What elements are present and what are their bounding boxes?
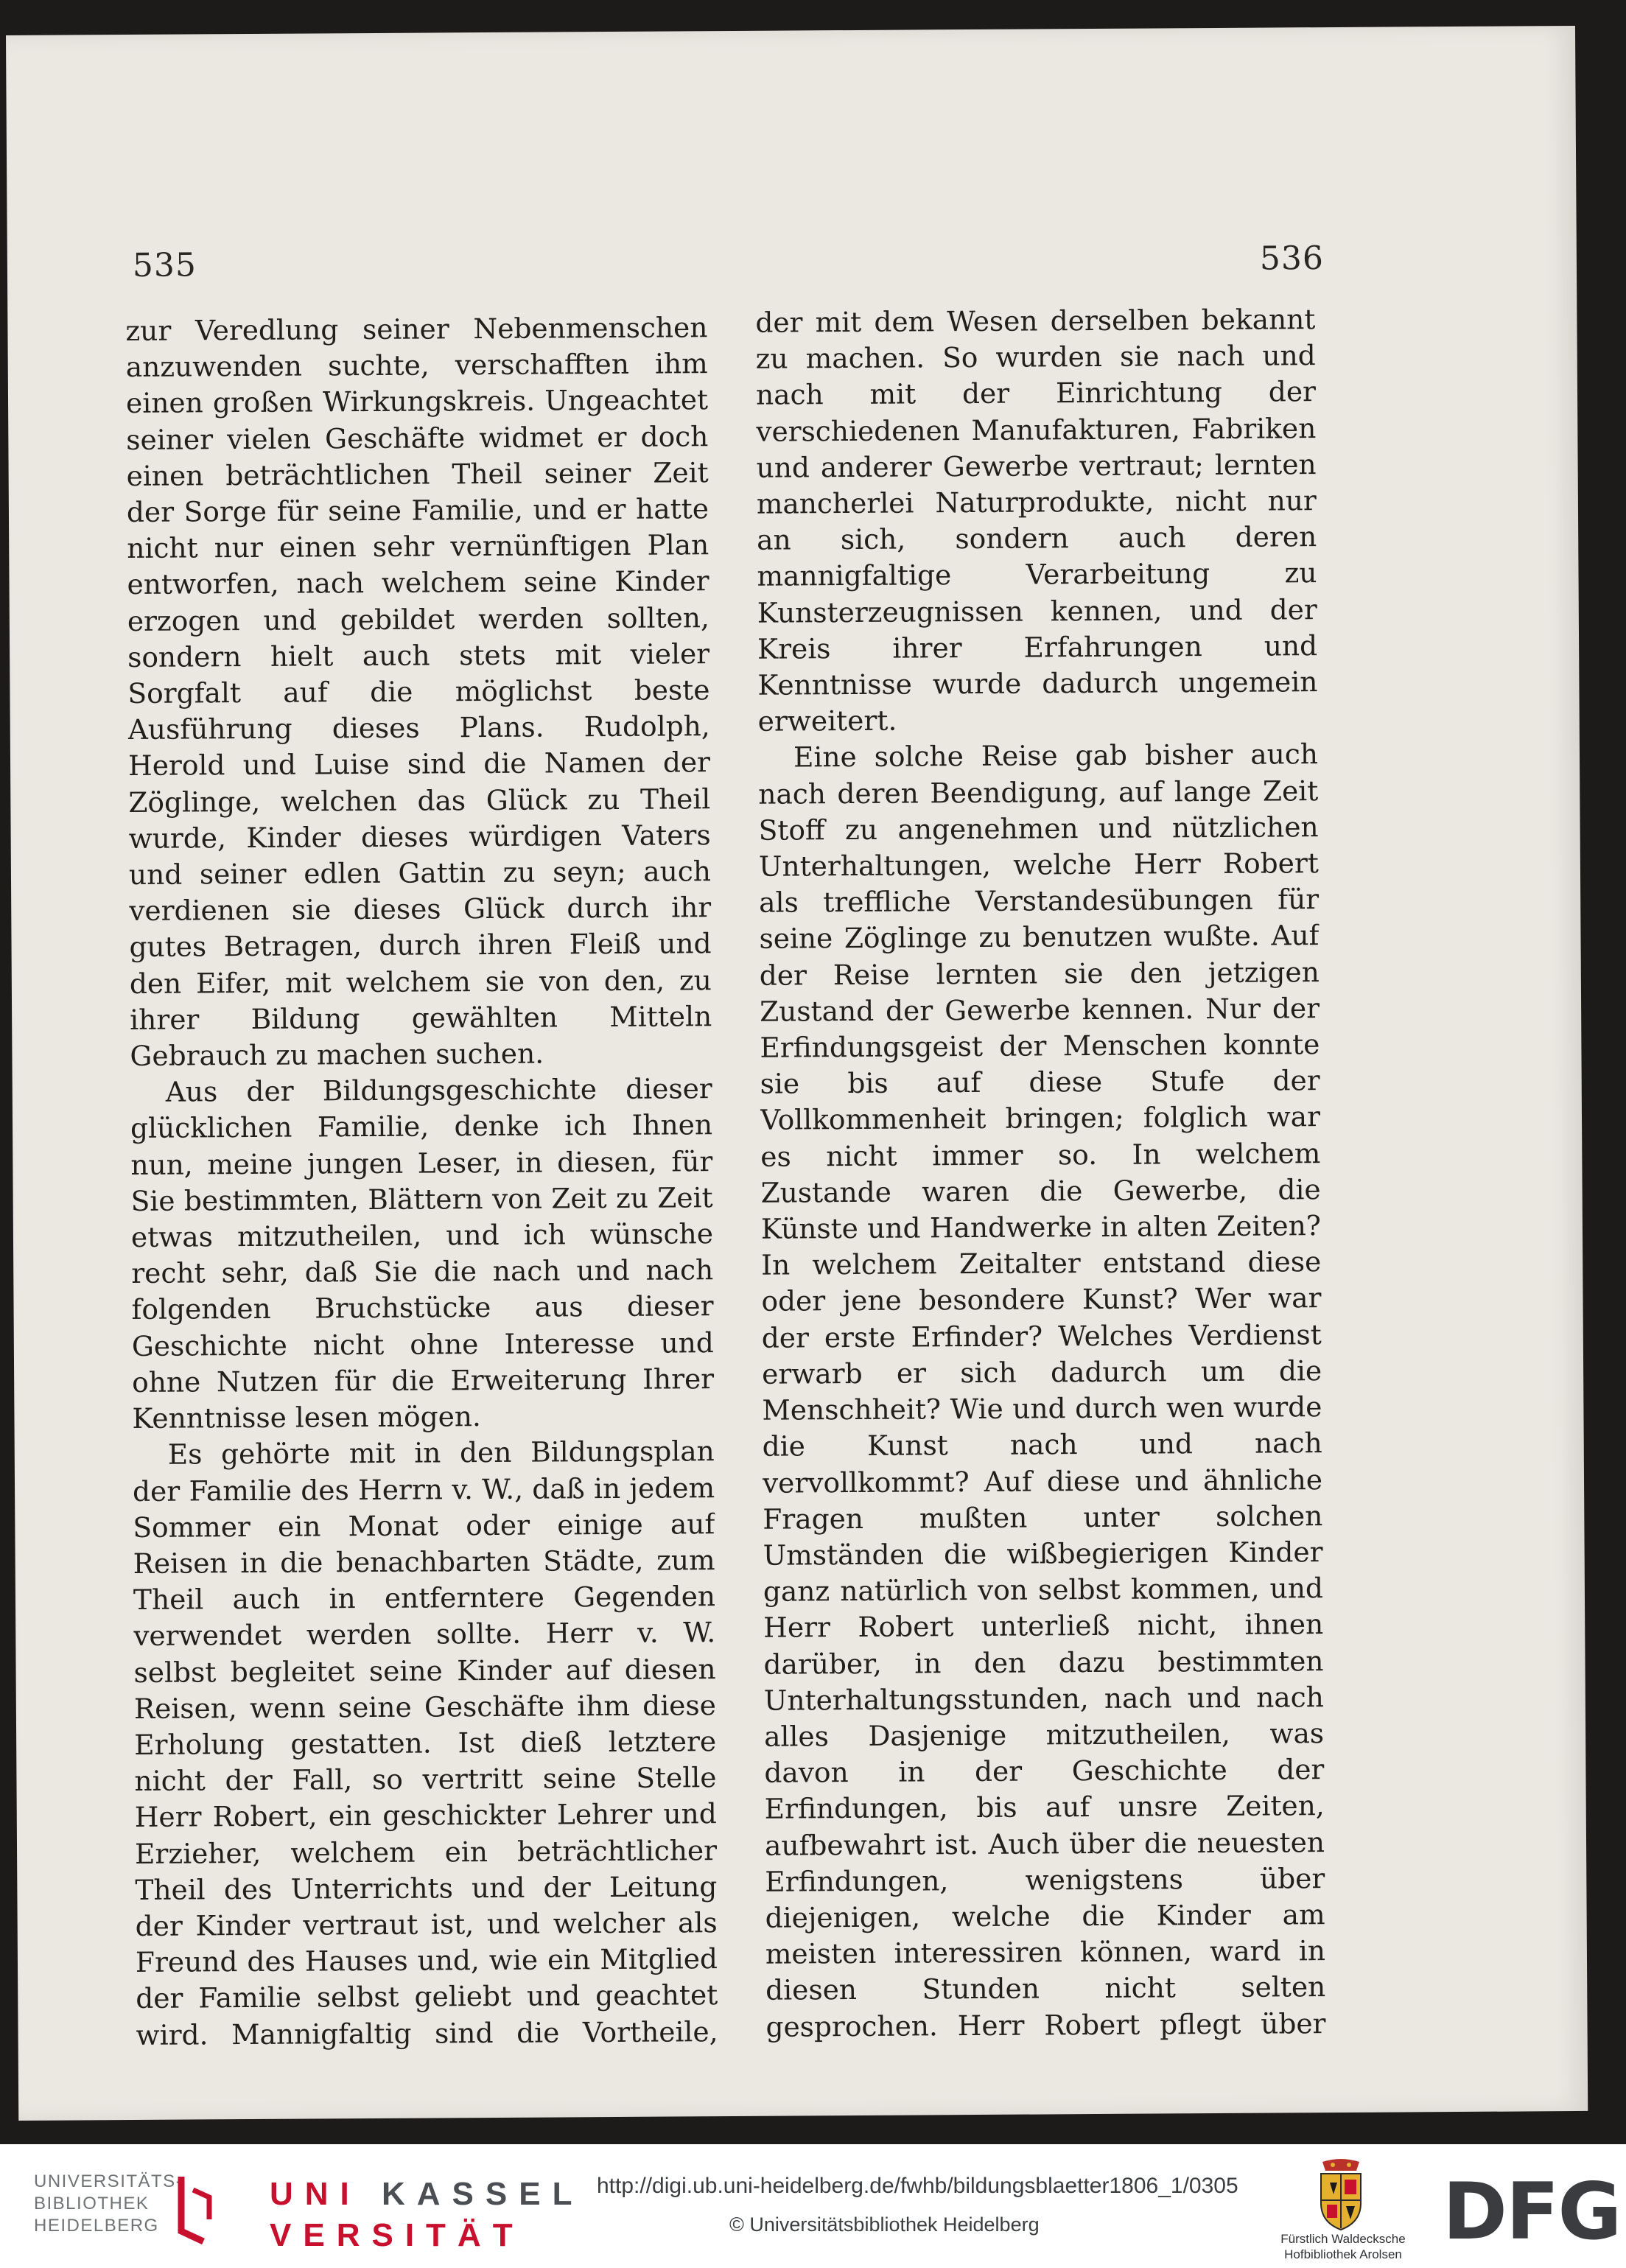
- paragraph: Es gehörte mit in den Bildungsplan der Familie des Herrn v. W., daß in jedem Sommer ein Monat oder einige auf Reisen in die benachbarten Städte, zum Theil auch in entferntere Gegenden verwendet werden sollte. Herr v. W. selbst begleitet seine Kinder auf diesen Reisen, wenn seine Geschäfte ihm diese Erholung gestatten. Ist dieß letztere nicht der Fall, so vertritt seine Stelle Herr Robert, ein geschickter Lehrer und Erzieher, welchem ein beträchtlicher Theil des Unterrichts und der Leitung der Kinder vertraut ist, und welcher als Freund des Hauses und, wie ein Mitglied der Familie selbst geliebt und geachtet wird. Mannigfaltig sind die Vortheile,: [132, 1435, 718, 2051]
- waldeck-crest-icon: [1300, 2157, 1381, 2231]
- uni-kassel-row1: UNI KASSEL: [270, 2176, 584, 2212]
- page-number-left: 535: [132, 246, 197, 284]
- library-line: BIBLIOTHEK: [34, 2194, 150, 2213]
- dfg-logo[interactable]: DFG: [1443, 2166, 1621, 2257]
- paragraph: zur Veredlung seiner Nebenmenschen anzuwenden suchte, verschafften ihm einen großen Wirkungskreis. Ungeachtet seiner vielen Geschäfte widmet er doch einen beträchtlichen Theil seiner Zeit der Sorge für seine Familie, und er hatte nicht nur einen sehr vernünftigen Plan entworfen, nach welchem seine Kinder erzogen und gebildet werden sollten, sondern hielt auch stets mit vieler Sorgfalt auf die möglichst beste Ausführung dieses Plans. Rudolph, Herold und Luise sind die Namen der Zöglinge, welchen das Glück zu Theil wurde, Kinder dieses würdigen Vaters und seiner edlen Gattin zu seyn; auch verdienen sie dieses Glück durch ihr gutes Betragen, durch ihren Fleiß und den Eifer, mit welchem sie von den, zu ihrer Bildung gewählten Mitteln Gebrauch zu machen suchen.: [125, 311, 712, 1073]
- book-page: [6, 26, 1588, 2121]
- uni-kassel-row2: VERSITÄT: [270, 2217, 525, 2253]
- uni-kassel-logo[interactable]: [270, 2174, 584, 2256]
- right-column: [755, 301, 1325, 2044]
- permalink-url[interactable]: http://digi.ub.uni-heidelberg.de/fwhb/bildungsblaetter1806_1/0305: [597, 2174, 1238, 2198]
- waldeck-library-label: [1258, 2231, 1428, 2262]
- crest-line: Hofbibliothek Arolsen: [1284, 2247, 1402, 2261]
- library-line: UNIVERSITÄTS-: [34, 2171, 183, 2191]
- ub-mark-icon: [171, 2174, 218, 2244]
- library-line: HEIDELBERG: [34, 2216, 159, 2236]
- paragraph: der mit dem Wesen derselben bekannt zu machen. So wurden sie nach und nach mit der Einrichtung der verschiedenen Manufakturen, Fabriken und anderer Gewerbe vertraut; lernten mancherlei Naturprodukte, nicht nur an sich, sondern auch deren mannigfaltige Verarbeitung zu Kunsterzeugnissen kennen, und der Kreis ihrer Erfahrungen und Kenntnisse wurde dadurch ungemein erweitert.: [755, 303, 1318, 738]
- page-number-right: 536: [1259, 239, 1325, 278]
- paragraph: Aus der Bildungsgeschichte dieser glücklichen Familie, denke ich Ihnen nun, meine jungen Leser, in diesen, für Sie bestimmten, Blättern von Zeit zu Zeit etwas mitzutheilen, und ich wünsche recht sehr, daß Sie die nach und nach folgenden Bruchstücke aus dieser Geschichte nicht ohne Interesse und ohne Nutzen für die Erweiterung Ihrer Kenntnisse lesen mögen.: [130, 1072, 715, 1435]
- left-column: [125, 309, 718, 2052]
- copyright-notice: © Universitätsbibliothek Heidelberg: [729, 2213, 1040, 2236]
- paragraph: Eine solche Reise gab bisher auch nach deren Beendigung, auf lange Zeit Stoff zu angenehmen und nützlichen Unterhaltungen, welche Herr Robert als treffliche Verstandesübungen für seine Zöglinge zu benutzen wußte. Auf der Reise lernten sie den jetzigen Zustand der Gewerbe kennen. Nur der Erfindungsgeist der Menschen konnte sie bis auf diese Stufe der Vollkommenheit bringen; folglich war es nicht immer so. In welchem Zustande waren die Gewerbe, die Künste und Handwerke in alten Zeiten? In welchem Zeitalter entstand diese oder jene besondere Kunst? Wer war der erste Erfinder? Welches Verdienst erwarb er sich dadurch um die Menschheit? Wie und durch wen wurde die Kunst nach und nach vervollkommt? Auf diese und ähnliche Fragen mußten unter solchen Umständen die wißbegierigen Kinder ganz natürlich von selbst kommen, und Herr Robert unterließ nicht, ihnen darüber, in den dazu bestimmten Unterhaltungsstunden, nach und nach alles Dasjenige mitzutheilen, was davon in der Geschichte der Erfindungen, bis auf unsre Zeiten, aufbewahrt ist. Auch über die neuesten Erfindungen, wenigstens über diejenigen, welche die Kinder am meisten interessiren können, ward in diesen Stunden nicht selten gesprochen. Herr Robert pflegt über: [758, 738, 1326, 2043]
- footer-bar: [0, 2144, 1626, 2268]
- ub-heidelberg-logo[interactable]: [34, 2171, 183, 2237]
- crest-line: Fürstlich Waldecksche: [1280, 2232, 1406, 2246]
